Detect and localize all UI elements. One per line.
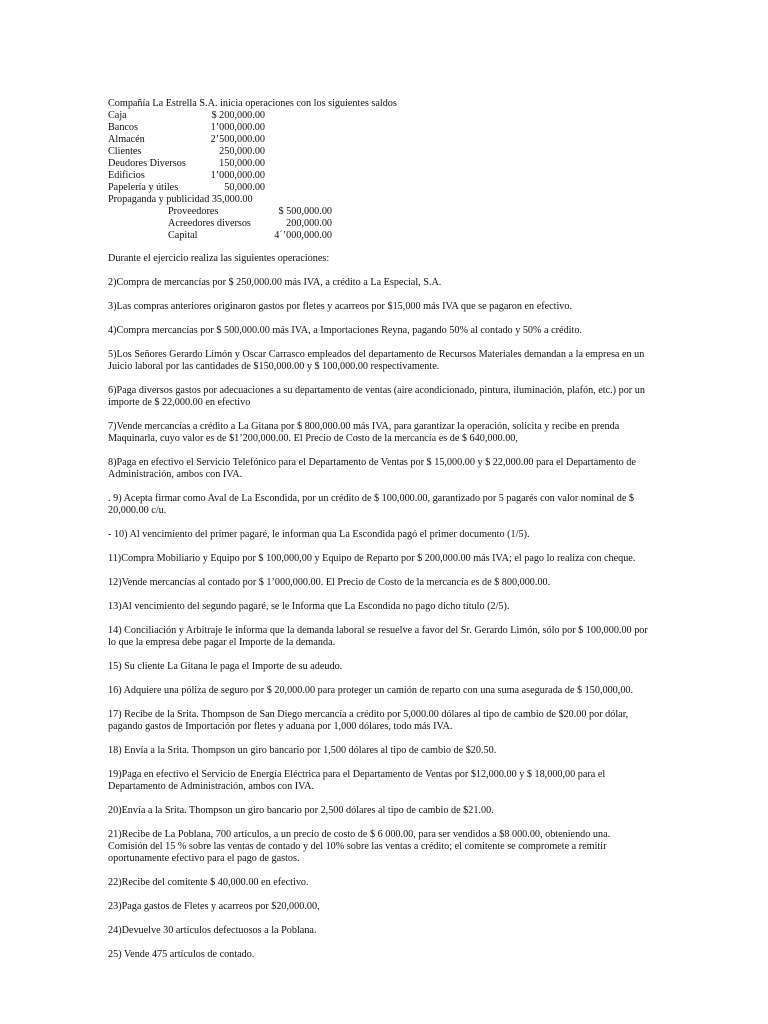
operation-item: 11)Compra Mobiliario y Equipo por $ 100,000,00 y Equipo de Reparto por $ 200,000.00 más IVA; el pago lo realiza con cheque.	[108, 553, 636, 564]
operation-item: 3)Las compras anteriores originaron gastos por fletes y acarreos por $15,000 más IVA que se pagaron en efectivo.	[108, 301, 573, 312]
operations-heading: Durante el ejercicio realiza las siguientes operaciones:	[108, 253, 330, 264]
operation-item: . 9) Acepta firmar como Aval de La Escondida, por un crédito de $ 100,000.00, garantizado por 5 pagarés con valor nominal de $ 20,000.00 c/u.	[108, 493, 634, 516]
liability-row	[108, 230, 648, 242]
balance-label: Propaganda y publicidad 35,000.00	[108, 194, 253, 205]
operation-item: 7)Vende mercancías a crédito a La Gitana por $ 800,000.00 más IVA, para garantizar la operación, solicita y recibe en prenda Maquinarla, cuyo valor es de $1’200,000.00. El Precio de Costo de la mercancía es de $ 640,000.00,	[108, 421, 620, 444]
balance-label: Caja	[108, 110, 127, 121]
operation-item: 8)Paga en efectivo el Servicio Telefónico para el Departamento de Ventas por $ 15,000.00 y $ 22,000.00 para el Departamento de Administración, ambos con IVA.	[108, 457, 636, 480]
balance-amount: 150,000.00	[219, 158, 265, 169]
operation-item: 12)Vende mercancías al contado por $ 1’000,000.00. El Precio de Costo de la mercancía es de $ 800,000.00.	[108, 577, 551, 588]
balance-amount: 250,000.00	[219, 146, 265, 157]
balance-label: Deudores Diversos	[108, 158, 186, 169]
operation-item: 21)Recibe de La Poblana, 700 artículos, a un precio de costo de $ 6 000.00, para ser vendidos a $8 000.00, obteniendo una. Comisión del 15 % sobre las ventas de contado y del 10% sobre las ventas a crédito; el comitente se compromete a remitir oportunamente efectivo para el pago de gastos.	[108, 829, 611, 864]
operation-item: 14) Conciliación y Arbitraje le informa que la demanda laboral se resuelve a favor del Sr. Gerardo Limón, sólo por $ 100,000.00 por lo que la empresa debe pagar el Importe de la demanda.	[108, 625, 648, 648]
operation-item: 6)Paga diversos gastos por adecuaciones a su departamento de ventas (aire acondicionado, pintura, iluminación, plafón, etc.) por un importe de $ 22,000.00 en efectivo	[108, 385, 645, 408]
balance-label: Clientes	[108, 146, 142, 157]
balance-row	[108, 146, 648, 158]
intro-text: Compañía La Estrella S.A. inicia operaciones con los siguientes saldos	[108, 98, 397, 109]
operation-item: 19)Paga en efectivo el Servicio de Energía Eléctrica para el Departamento de Ventas por $12,000.00 y $ 18,000,00 para el Departamento de Administración, ambos con IVA.	[108, 769, 606, 792]
operation-item: 5)Los Señores Gerardo Limón y Oscar Carrasco empleados del departamento de Recursos Materiales demandan a la empresa en un Juicio laboral por las cantidades de $150,000.00 y $ 100,000.00 respectivamente.	[108, 349, 645, 372]
balance-label: Papelería y útiles	[108, 182, 179, 193]
operation-item: 22)Recibe del comitente $ 40,000.00 en efectivo.	[108, 877, 309, 888]
liability-row	[108, 206, 648, 218]
operation-item: - 10) Al vencimiento del primer pagaré, le informan qua La Escondida pagó el primer documento (1/5).	[108, 529, 530, 540]
balance-row	[108, 194, 648, 206]
liability-label: Proveedores	[168, 206, 219, 217]
liability-row	[108, 218, 648, 230]
operation-item: 2)Compra de mercancías por $ 250,000.00 más IVA, a crédito a La Especial, S.A.	[108, 277, 442, 288]
opening-balances	[108, 110, 648, 242]
balance-label: Almacén	[108, 134, 145, 145]
balance-row	[108, 110, 648, 122]
operation-item: 24)Devuelve 30 artículos defectuosos a la Poblana.	[108, 925, 317, 936]
balance-row	[108, 182, 648, 194]
balance-label: Bancos	[108, 122, 138, 133]
balance-row	[108, 134, 648, 146]
operations-list	[108, 277, 648, 961]
operation-item: 16) Adquiere una póliza de seguro por $ 20,000.00 para proteger un camión de reparto con una suma asegurada de $ 150,000,00.	[108, 685, 634, 696]
liability-amount: $ 500,000.00	[278, 206, 332, 217]
balance-amount: 1’000,000.00	[210, 170, 265, 181]
liability-label: Capital	[168, 230, 198, 241]
balance-row	[108, 170, 648, 182]
balance-row	[108, 158, 648, 170]
balance-label: Edificios	[108, 170, 145, 181]
operation-item: 17) Recibe de la Srita. Thompson de San Diego mercancía a crédito por 5,000.00 dólares al tipo de cambio de $20.00 por dólar, pagando gastos de Importación por fletes y aduana por 1,000 dólares, todo más IVA.	[108, 709, 629, 732]
operation-item: 15) Su cliente La Gitana le paga el Importe de su adeudo.	[108, 661, 343, 672]
document-page	[108, 98, 648, 961]
operation-item: 20)Envía a la Srita. Thompson un giro bancario por 2,500 dólares al tipo de cambio de $21.00.	[108, 805, 494, 816]
balance-row	[108, 122, 648, 134]
liability-amount: 200,000.00	[286, 218, 332, 229]
operation-item: 4)Compra mercancías por $ 500,000.00 más IVA, a Importaciones Reyna, pagando 50% al contado y 50% a crédito.	[108, 325, 582, 336]
balance-amount: 2’500,000.00	[210, 134, 265, 145]
balance-amount: $ 200,000.00	[211, 110, 265, 121]
operation-item: 18) Envía a la Srita. Thompson un giro bancario por 1,500 dólares al tipo de cambio de $20.50.	[108, 745, 497, 756]
liability-label: Acreedores diversos	[168, 218, 251, 229]
operation-item: 23)Paga gastos de Fletes y acarreos por $20,000.00,	[108, 901, 320, 912]
operation-item: 25) Vende 475 artículos de contado.	[108, 949, 255, 960]
balance-amount: 50,000.00	[224, 182, 265, 193]
liability-amount: 4´’000,000.00	[274, 230, 332, 241]
operation-item: 13)Al vencimiento del segundo pagaré, se le Informa que La Escondida no pago dicho título (2/5).	[108, 601, 510, 612]
balance-amount: 1’000,000.00	[210, 122, 265, 133]
